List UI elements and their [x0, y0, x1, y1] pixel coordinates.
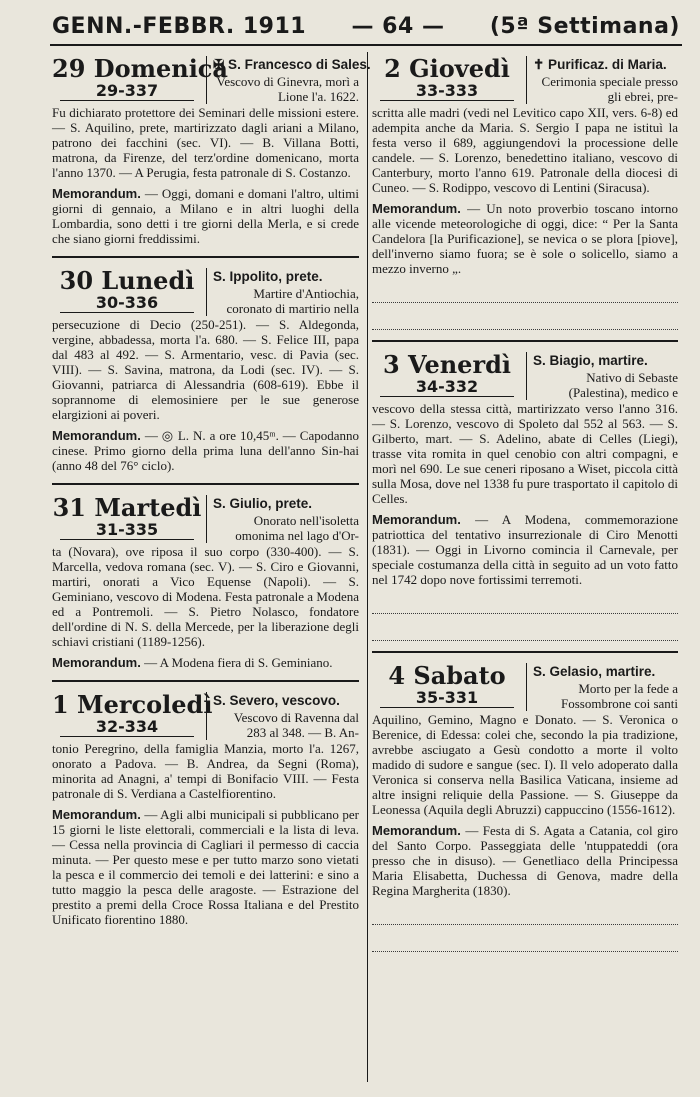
saint-name: S. Gelasio, martire. — [533, 664, 656, 679]
memorandum — [52, 186, 359, 246]
day-text: scritta alle madri (vedi nel Levitico capo XII, vers. 6-8) ed adempita anche da Maria. S. Sergio I papa ne istituì la festa verso il 689, aggiungendovi la processione delle candele. — S. Lorenzo, benedettino italiano, vescovo di Canterbury, morto l'anno 619. Patronale della diocesi di Cuneo. — S. Rodippo, vescovo di Lentini (Siracusa). — [372, 105, 678, 195]
day-text: persecuzione di Decio (250-251). — S. Aldegonda, vergine, abbadessa, morta l'a. 680. — S. Felice III, papa dal 483 al 492. — S. Armentario, vesc. di Pavia (sec. VIII). — S. Savina, matrona, da Lodi (sec. IV). — S. Giovanni, patriarca di Alessandria (608-619). Ebbe il soprannome di elemosiniere per le sue generose elargizioni ai poveri. — [52, 317, 359, 422]
day-name: 29 Domenica — [52, 54, 228, 83]
saint-intro: Cerimonia speciale presso gli ebrei, pre- — [541, 74, 678, 104]
day-number: 30-336 — [60, 294, 194, 313]
header-date-range: GENN.-FEBBR. 1911 — [52, 14, 307, 39]
memorandum-label: Memorandum. — [372, 823, 461, 838]
dotted-line — [372, 951, 678, 952]
section-rule — [52, 680, 359, 682]
page-header — [52, 14, 680, 44]
day-name: 3 Venerdì — [382, 350, 511, 379]
memorandum — [52, 807, 359, 927]
saint-intro: Vescovo di Ginevra, morì a Lione l'a. 1622. — [216, 74, 359, 104]
saint-intro: Morto per la fede a Fossombrone coi santi — [561, 681, 678, 711]
day-entry-4 — [372, 663, 678, 898]
page-number: — 64 — — [351, 14, 445, 39]
day-entry-2 — [372, 56, 678, 276]
memorandum-label: Memorandum. — [372, 201, 461, 216]
day-text: tonio Peregrino, della famiglia Manzia, morto l'a. 1267, onorato a Padova. — B. Andrea, da Segni (Roma), minorita ad Anagni, a' tempi di Bonifacio VIII. — Festa patronale di S. Verdiana a Castelfiorentino. — [52, 741, 359, 801]
section-rule — [52, 483, 359, 485]
day-entry-1 — [52, 692, 359, 927]
week-label: (5ª Settimana) — [489, 14, 680, 39]
day-entry-31 — [52, 495, 359, 670]
saint-name: S. Severo, vescovo. — [213, 693, 340, 708]
memorandum-label: Memorandum. — [52, 186, 141, 201]
memorandum — [52, 428, 359, 473]
saint-intro: Nativo di Sebaste (Palestina), medico e — [568, 370, 678, 400]
day-text: vescovo della stessa città, martirizzato verso l'anno 316. — S. Lorenzo, vescovo di Spoleto dal 552 al 563. — S. Gilberto, mart. — S. Adelino, abate di Celles (Liegi), trasse vita romita in quel cenobio con altri compagni, e morì nel 690. Le sue ceneri riposano a Wiset, piccola città sulla Mosa, dove nel 1338 fu pure trasportato il capitolo di Celles. — [372, 401, 678, 506]
memorandum-label: Memorandum. — [52, 428, 141, 443]
saint-name: ✠ S. Francesco di Sales. — [213, 57, 371, 72]
day-number: 31-335 — [60, 521, 194, 540]
memorandum-text: — A Modena, commemorazione patriottica del tentativo insurrezionale di Ciro Menotti (1831). — Oggi in Livorno comincia il Carnevale, per speciale costumanza della città in seguito ad un voto fatto nel 1742 dopo nove fortissimi terremoti. — [372, 512, 678, 587]
day-name: 1 Mercoledì — [52, 690, 213, 719]
dotted-line — [372, 640, 678, 641]
memorandum-label: Memorandum. — [52, 655, 141, 670]
saint-name: S. Giulio, prete. — [213, 496, 313, 511]
day-entry-29 — [52, 54, 371, 246]
day-entry-30 — [52, 268, 359, 473]
day-name: 30 Lunedì — [59, 266, 195, 295]
day-text: Aquilino, Gemino, Magno e Donato. — S. Veronica o Berenice, di Edessa: colei che, secondo la pia tradizione, avrebbe asciugato a Gesù condotto a morte il volto madido di sudore e sangue (sec. I). Il velo adoperato dalla Veronica si conserva nella Basilica Vaticana, insieme ad altre insigni reliquie della Passione. — S. Giuseppe da Leonessa (Aquila degli Abruzzi) cappuccino (1556-1612). — [372, 712, 678, 817]
day-number: 32-334 — [60, 718, 194, 737]
section-rule — [372, 340, 678, 342]
day-text: Fu dichiarato protettore dei Seminari delle missioni estere. — S. Aquilino, prete, martirizzato dagli ariani a Milano, patrono dei facchini (sec. VI). — B. Villana Botti, matrona, da Firenze, del terz'ordine domenicano, morta l'anno 1370. — A Perugia, festa patronale di S. Costanzo. — [52, 105, 359, 180]
day-number: 34-332 — [380, 378, 514, 397]
day-text: ta (Novara), ove riposa il suo corpo (330-400). — S. Marcella, vedova romana (sec. V). — S. Ciro e Giovanni, martiri, onorati a Vico Equense (Napoli). — S. Geminiano, vescovo di Modena. Festa patronale a Modena ed a Pontremoli. — S. Pietro Nolasco, fondatore dell'ordine di N. S. della Mercede, per la liberazione degli schiavi cristiani (1189-1256). — [52, 544, 359, 649]
memorandum-text: — A Modena fiera di S. Geminiano. — [144, 655, 333, 670]
header-rule — [50, 44, 682, 46]
dotted-line — [372, 613, 678, 614]
memorandum — [52, 655, 359, 670]
saint-name: ✝ Purificaz. di Maria. — [533, 57, 667, 72]
section-rule — [372, 651, 678, 653]
left-column — [52, 54, 371, 935]
day-number: 29-337 — [60, 82, 194, 101]
saint-intro: Vescovo di Ravenna dal 283 al 348. — B. An- — [233, 710, 359, 740]
dotted-line — [372, 302, 678, 303]
saint-intro: Onorato nell'isoletta omonima nel lago d'Or- — [235, 513, 359, 543]
memorandum-label: Memorandum. — [52, 807, 141, 822]
day-number: 35-331 — [380, 689, 514, 708]
memorandum — [372, 823, 678, 898]
memorandum — [372, 201, 678, 276]
memorandum-text: — Festa di S. Agata a Catania, col giro del Santo Corpo. Passeggiata delle 'ntuppateddi (ora presso che in disuso). — Genetliaco della Principessa Maria Elisabetta, Duchessa di Genova, madre della Regina Margherita (1830). — [372, 823, 679, 898]
memorandum-text: — Oggi, domani e domani l'altro, ultimi giorni di gennaio, a Milano e in altri luoghi della Lombardia, sono detti i tre giorni della Merla, e si crede che siano giorni freddissimi. — [52, 186, 360, 246]
dotted-line — [372, 924, 678, 925]
memorandum-text: — ◎ L. N. a ore 10,45ᵐ. — Capodanno cinese. Primo giorno della prima luna dell'anno Sin-hai (anno 48 del 76° ciclo). — [52, 428, 360, 473]
section-rule — [52, 256, 359, 258]
memorandum-label: Memorandum. — [372, 512, 461, 527]
memorandum — [372, 512, 678, 587]
saint-name: S. Ippolito, prete. — [213, 269, 323, 284]
day-name: 4 Sabato — [388, 661, 506, 690]
memorandum-text: — Un noto proverbio toscano intorno alle vicende meteorologiche di oggi, dice: “ Per la Santa Candelora [la Purificazione], se nevica o se plora [piove], dell'inverno siamo fuora; se è sole o solicello, siamo a mezzo inverno „. — [372, 201, 679, 276]
day-name: 2 Giovedì — [384, 54, 510, 83]
day-name: 31 Martedì — [52, 493, 202, 522]
saint-intro: Martire d'Antiochia, coronato di martirio nella — [226, 286, 359, 316]
saint-name: S. Biagio, martire. — [533, 353, 648, 368]
right-column — [372, 56, 678, 952]
memorandum-text: — Agli albi municipali si pubblicano per 15 giorni le liste elettorali, commerciali e la lista di leva. — Cessa nella provincia di Cagliari il permesso di caccia minuta. — Per questo mese e per tutto marzo sono vietati la pesca e il commercio dei temoli e dei latterini: e sino a tutto maggio la pesca delle aragoste. — Estrazione del prestito a premi della Croce Rossa Italiana e del Prestito Unificato fiorentino 1880. — [52, 807, 360, 927]
day-entry-3 — [372, 352, 678, 587]
day-number: 33-333 — [380, 82, 514, 101]
dotted-line — [372, 329, 678, 330]
column-divider — [367, 52, 368, 1082]
